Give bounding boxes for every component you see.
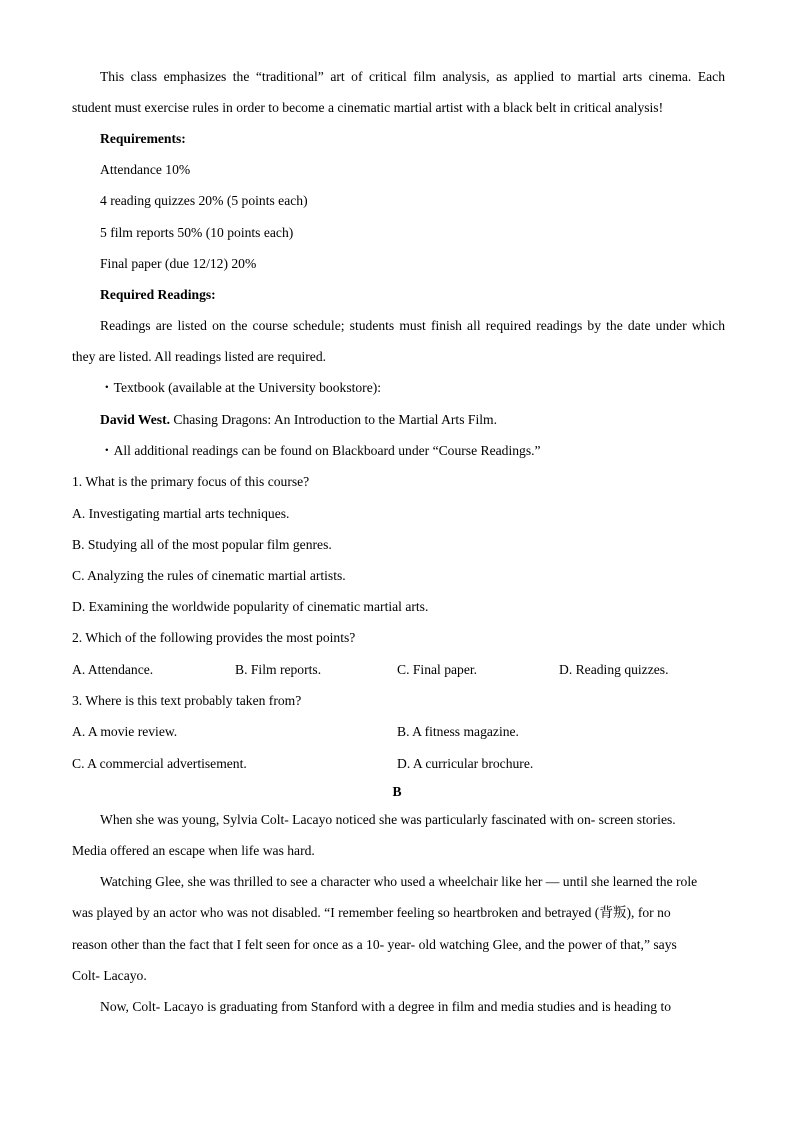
requirement-final-paper: Final paper (due 12/12) 20% xyxy=(100,256,257,271)
question-3-option-a: A. A movie review. xyxy=(72,724,178,739)
readings-line-2: they are listed. All readings listed are required. xyxy=(72,349,327,364)
question-1-option-d: D. Examining the worldwide popularity of cinematic martial arts. xyxy=(72,599,429,614)
intro-line-1: This class emphasizes the “traditional” art of critical film analysis, as applied to martial arts cinema. Each xyxy=(100,69,725,84)
question-2-option-b: B. Film reports. xyxy=(235,662,322,677)
readings-heading: Required Readings: xyxy=(100,287,216,302)
question-3-option-c: C. A commercial advertisement. xyxy=(72,756,247,771)
section-b-p1-line-1: When she was young, Sylvia Colt- Lacayo noticed she was particularly fascinated with on- screen stories. xyxy=(100,812,676,827)
section-b-p3-line-1: Now, Colt- Lacayo is graduating from Stanford with a degree in film and media studies and is heading to xyxy=(100,999,672,1014)
question-1-option-b: B. Studying all of the most popular film genres. xyxy=(72,537,332,552)
requirements-heading: Requirements: xyxy=(100,131,186,146)
question-3-option-d: D. A curricular brochure. xyxy=(397,756,534,771)
requirement-attendance: Attendance 10% xyxy=(100,162,191,177)
question-2-stem: 2. Which of the following provides the most points? xyxy=(72,630,356,645)
question-2-option-c: C. Final paper. xyxy=(397,662,478,677)
section-b-p2-line-4: Colt- Lacayo. xyxy=(72,968,147,983)
question-2-option-a: A. Attendance. xyxy=(72,662,154,677)
textbook-citation xyxy=(100,411,497,429)
book-title: Chasing Dragons: An Introduction to the Martial Arts Film. xyxy=(170,412,497,427)
section-b-p2-line-3: reason other than the fact that I felt seen for once as a 10- year- old watching Glee, and the power of that,” says xyxy=(72,937,677,952)
question-1-stem: 1. What is the primary focus of this course? xyxy=(72,474,310,489)
question-1-option-a: A. Investigating martial arts techniques. xyxy=(72,506,290,521)
question-2-option-d: D. Reading quizzes. xyxy=(559,662,669,677)
question-1-option-c: C. Analyzing the rules of cinematic martial artists. xyxy=(72,568,346,583)
readings-bullet-textbook: ・Textbook (available at the University bookstore): xyxy=(100,380,382,395)
requirement-film-reports: 5 film reports 50% (10 points each) xyxy=(100,225,294,240)
readings-line-1: Readings are listed on the course schedule; students must finish all required readings by the date under which xyxy=(100,318,725,333)
question-3-stem: 3. Where is this text probably taken from? xyxy=(72,693,302,708)
readings-bullet-additional: ・All additional readings can be found on Blackboard under “Course Readings.” xyxy=(100,443,541,458)
requirement-quizzes: 4 reading quizzes 20% (5 points each) xyxy=(100,193,308,208)
book-author: David West. xyxy=(100,412,170,427)
section-b-p1-line-2: Media offered an escape when life was hard. xyxy=(72,843,315,858)
question-3-option-b: B. A fitness magazine. xyxy=(397,724,519,739)
intro-line-2: student must exercise rules in order to become a cinematic martial artist with a black belt in critical analysis! xyxy=(72,100,664,115)
section-b-p2-line-2: was played by an actor who was not disabled. “I remember feeling so heartbroken and betrayed (背叛), for no xyxy=(72,905,671,920)
section-b-heading: B xyxy=(392,784,402,799)
section-b-p2-line-1: Watching Glee, she was thrilled to see a character who used a wheelchair like her — until she learned the role xyxy=(100,874,698,889)
